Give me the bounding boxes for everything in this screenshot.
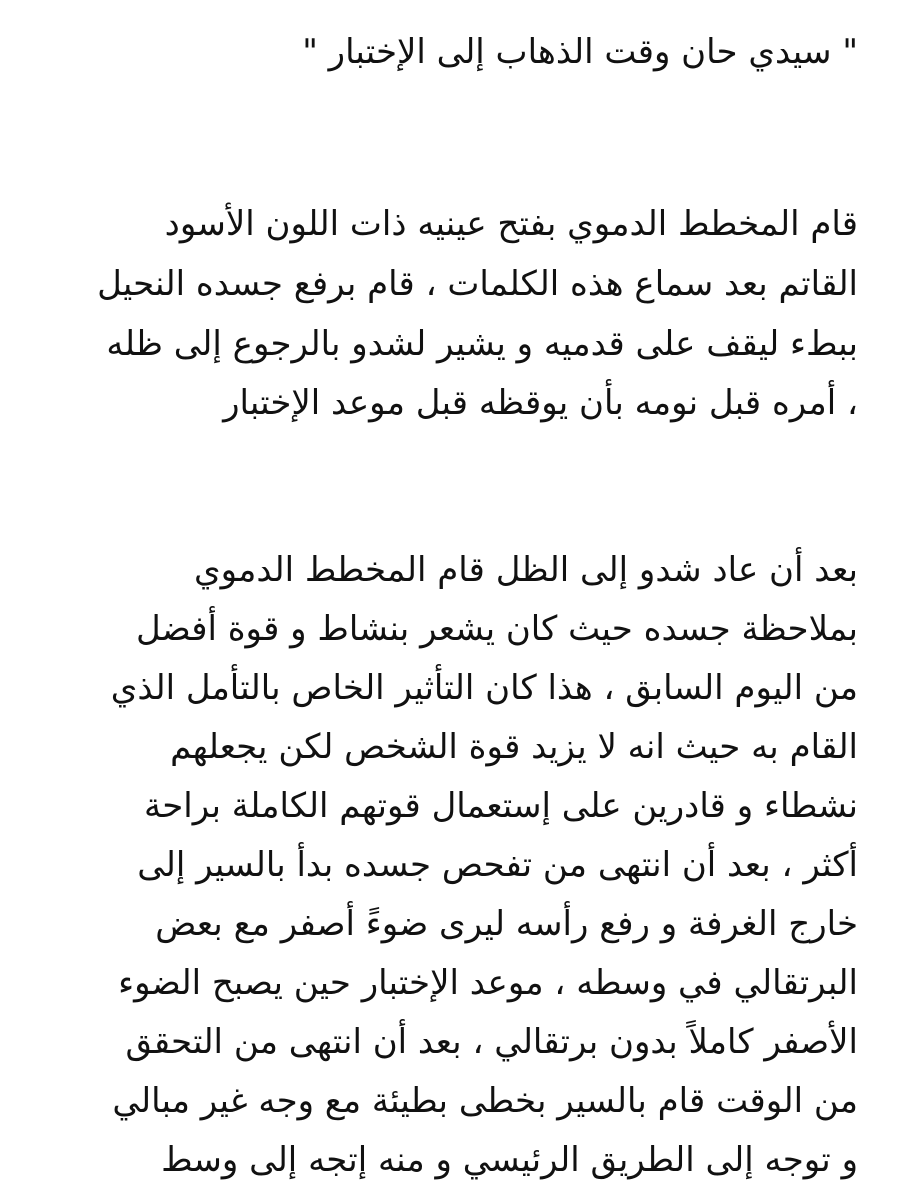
paragraph-line: البرتقالي في وسطه ، موعد الإختبار حين يصبح الضوء xyxy=(118,963,858,1003)
paragraph-line: ، أمره قبل نومه بأن يوقظه قبل موعد الإختبار xyxy=(223,383,858,423)
paragraph-line: أكثر ، بعد أن انتهى من تفحص جسده بدأ بالسير إلى xyxy=(137,845,858,885)
paragraph-line: و توجه إلى الطريق الرئيسي و منه إتجه إلى وسط xyxy=(161,1140,858,1180)
paragraph-line: القام به حيث انه لا يزيد قوة الشخص لكن يجعلهم xyxy=(170,727,858,767)
paragraph-line: نشطاء و قادرين على إستعمال قوتهم الكاملة براحة xyxy=(144,786,858,826)
paragraph-line: بملاحظة جسده حيث كان يشعر بنشاط و قوة أفضل xyxy=(136,609,858,649)
paragraph-line: خارج الغرفة و رفع رأسه ليرى ضوءً أصفر مع بعض xyxy=(155,904,858,944)
paragraph-line: قام المخطط الدموي بفتح عينيه ذات اللون الأسود xyxy=(164,204,858,244)
paragraph-line: من الوقت قام بالسير بخطى بطيئة مع وجه غير مبالي xyxy=(112,1081,858,1121)
paragraph-line: بعد أن عاد شدو إلى الظل قام المخطط الدموي xyxy=(194,550,858,590)
paragraph-line: الأصفر كاملاً بدون برتقالي ، بعد أن انتهى من التحقق xyxy=(125,1022,858,1062)
paragraph-line: ببطء ليقف على قدميه و يشير لشدو بالرجوع إلى ظله xyxy=(106,324,858,364)
paragraph-line: القاتم بعد سماع هذه الكلمات ، قام برفع جسده النحيل xyxy=(97,264,858,304)
paragraph-line: من اليوم السابق ، هذا كان التأثير الخاص بالتأمل الذي xyxy=(110,668,858,708)
dialogue-line: " سيدي حان وقت الذهاب إلى الإختبار " xyxy=(302,32,858,72)
